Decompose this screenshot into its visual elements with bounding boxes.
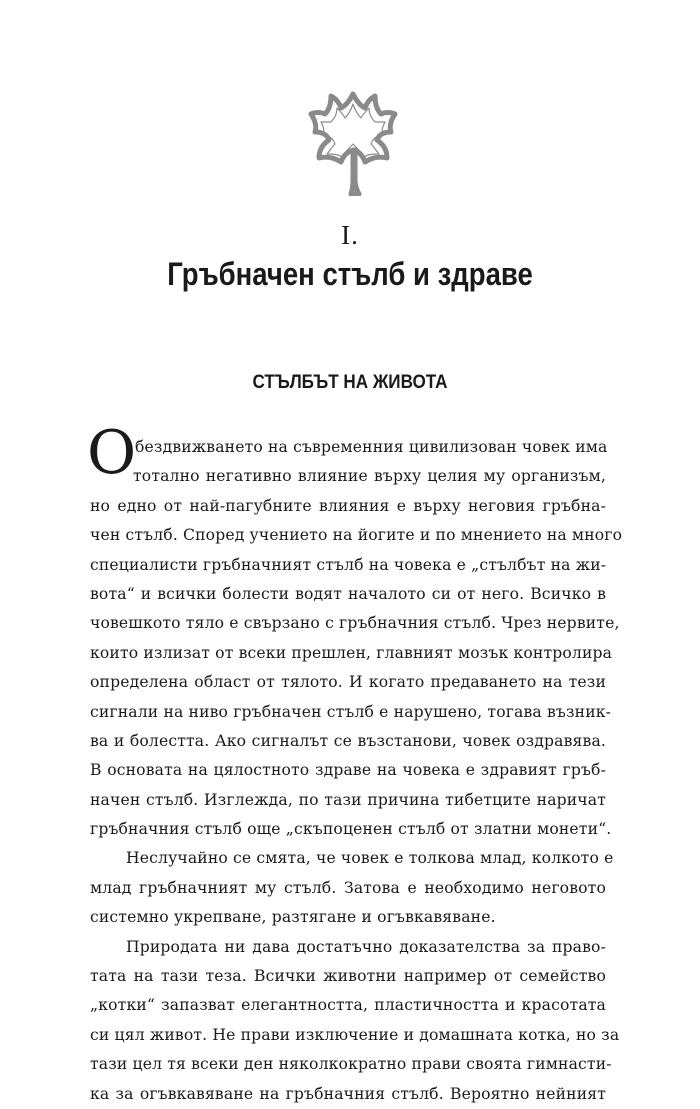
text-line: вота“ и всички болести водят началото си от него. Всичко в xyxy=(90,584,606,603)
text-line: ка за огъвкавяване на гръбначния стълб. Вероятно нейният xyxy=(90,1084,606,1103)
text-line: ва и болестта. Ако сигналът се възстанови, човек оздравява. xyxy=(90,731,606,750)
text-line: сигнали на ниво гръбначен стълб е нарушено, тогава възник- xyxy=(90,702,612,721)
section-title: СТЪЛБЪТ НА ЖИВОТА xyxy=(252,372,448,393)
text-line: специалисти гръбначният стълб на човека е „стълбът на жи- xyxy=(90,555,607,574)
maple-leaf-outline-icon xyxy=(305,88,401,196)
drop-cap-letter: О xyxy=(87,418,137,488)
text-line: тотално негативно влияние върху целия му организъм, xyxy=(133,467,606,486)
text-line: определена област от тялото. И когато предаването на тези xyxy=(90,673,606,692)
text-line: чен стълб. Според учението на йогите и по мнението на много xyxy=(90,526,623,545)
text-line: си цял живот. Не прави изключение и домашната котка, но за xyxy=(90,1025,620,1044)
text-line: но едно от най-пагубните влияния е върху неговия гръбна- xyxy=(90,496,606,515)
text-line: тази цел тя всеки ден няколкократно прави своята гимнасти- xyxy=(90,1055,612,1074)
text-line: начен стълб. Изглежда, по тази причина тибетците наричат xyxy=(90,790,606,809)
chapter-number: I. xyxy=(341,220,359,250)
text-line: Природата ни дава достатъчно доказателства за право- xyxy=(126,937,606,956)
text-line: системно укрепване, разтягане и огъвкавяване. xyxy=(90,908,496,927)
body-text xyxy=(87,418,623,1109)
text-line: млад гръбначният му стълб. Затова е необходимо неговото xyxy=(90,878,606,897)
text-line: които излизат от всеки прешлен, главният мозък контролира xyxy=(90,643,613,662)
text-line: човешкото тяло е свързано с гръбначния стълб. Чрез нервите, xyxy=(90,614,620,633)
text-line: „котки“ запазват елегантността, пластичността и красотата xyxy=(90,996,606,1015)
text-line: тата на тази теза. Всички животни например от семейство xyxy=(90,967,606,986)
text-line: В основата на цялостното здраве на човека е здравият гръб- xyxy=(90,761,606,780)
text-line: Неслучайно се смята, че човек е толкова млад, колкото е xyxy=(126,849,614,868)
chapter-title: Гръбначен стълб и здраве xyxy=(167,256,533,292)
text-line: бездвижването на съвременния цивилизован човек има xyxy=(135,438,608,456)
text-line: гръбначния стълб още „скъпоценен стълб от златни монети“. xyxy=(90,820,612,839)
